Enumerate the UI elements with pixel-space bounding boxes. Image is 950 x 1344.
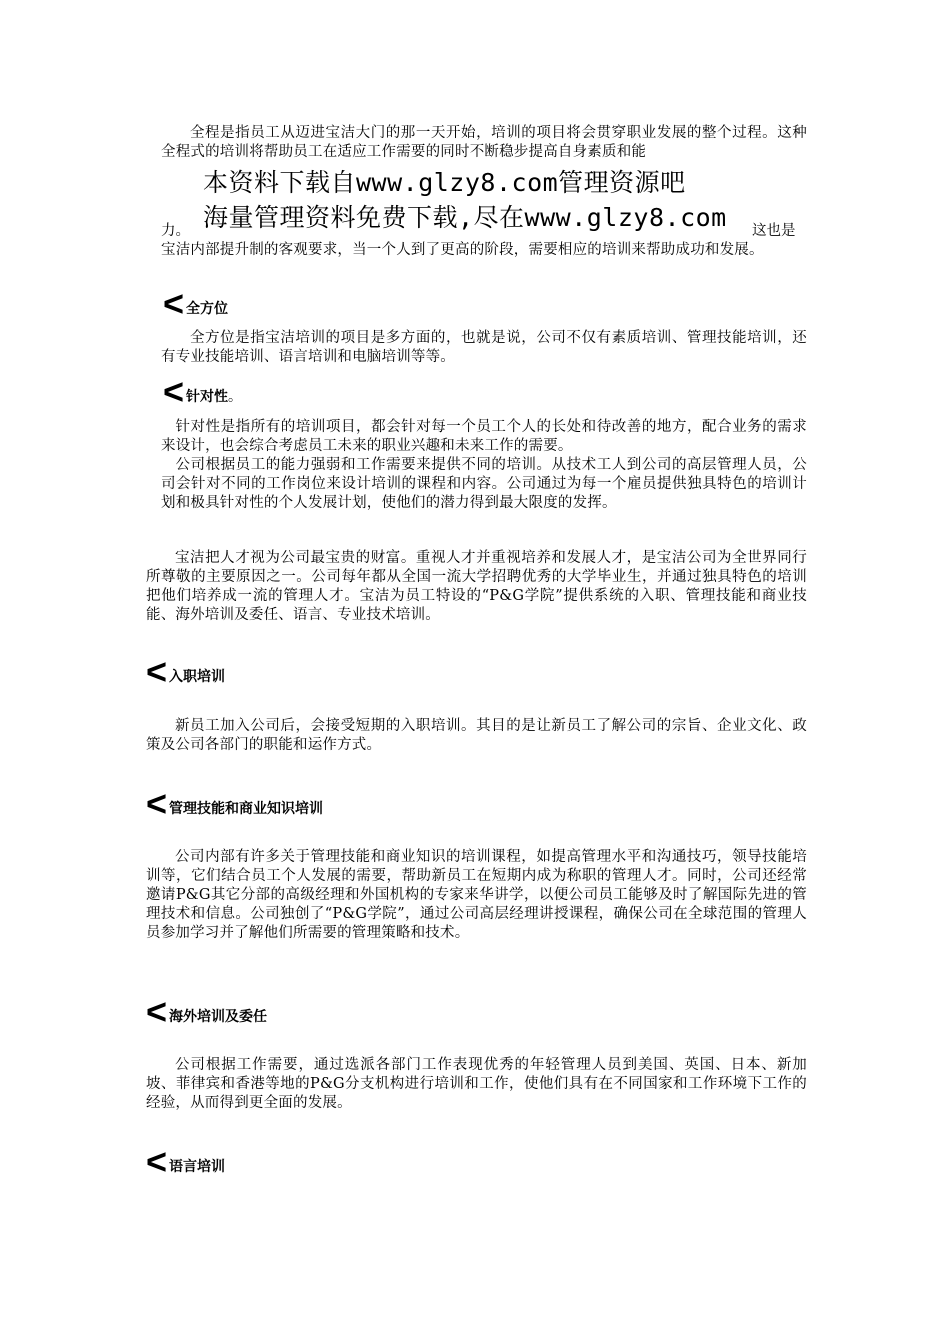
watermark-line-2: 海量管理资料免费下载,尽在www.glzy8.com bbox=[203, 203, 727, 232]
bullet-mark: < bbox=[163, 371, 185, 412]
section-title: 全方位 bbox=[186, 301, 229, 317]
section-title: 针对性 bbox=[186, 389, 229, 405]
intro-fragment-li: 力。 bbox=[161, 223, 190, 239]
section-heading-management bbox=[146, 783, 324, 824]
bullet-mark: < bbox=[146, 1141, 168, 1182]
bullet-mark: < bbox=[146, 783, 168, 824]
section-title: 海外培训及委任 bbox=[169, 1009, 268, 1025]
targeted-paragraph-2: 公司根据员工的能力强弱和工作需要来提供不同的培训。从技术工人到公司的高层管理人员，公司会针对不同的工作岗位来设计培训的课程和内容。公司通过为每一个雇员提供独具特色的培训计划和极具针对性的个人发展计划，使他们的潜力得到最大限度的发挥。 bbox=[161, 457, 807, 511]
intro-fragment-this-is: 这也是 bbox=[752, 223, 796, 239]
intro-paragraph: 全程是指员工从迈进宝洁大门的那一天开始，培训的项目将会贯穿职业发展的整个过程。这种全程式的培训将帮助员工在适应工作需要的同时不断稳步提高自身素质和能 bbox=[161, 125, 807, 160]
section-heading-overseas bbox=[146, 991, 268, 1032]
bullet-mark: < bbox=[146, 651, 168, 692]
section-heading-language bbox=[146, 1141, 226, 1182]
targeted-paragraph-1: 针对性是指所有的培训项目，都会针对每一个员工个人的长处和待改善的地方，配合业务的需求来设计，也会综合考虑员工未来的职业兴趣和未来工作的需要。 bbox=[161, 419, 807, 454]
section-heading-all-round bbox=[163, 283, 229, 324]
bullet-mark: < bbox=[146, 991, 168, 1032]
section-heading-onboarding bbox=[146, 651, 226, 692]
management-paragraph: 公司内部有许多关于管理技能和商业知识的培训课程，如提高管理水平和沟通技巧，领导技能培训等，它们结合员工个人发展的需要，帮助新员工在短期内成为称职的管理人才。同时，公司还经常邀请P&G其它分部的高级经理和外国机构的专家来华讲学，以便公司员工能够及时了解国际先进的管理技术和信息。公司独创了“P&G学院”，通过公司高层经理讲授课程，确保公司在全球范围的管理人员参加学习并了解他们所需要的管理策略和技术。 bbox=[146, 849, 807, 941]
talent-paragraph: 宝洁把人才视为公司最宝贵的财富。重视人才并重视培养和发展人才，是宝洁公司为全世界同行所尊敬的主要原因之一。公司每年都从全国一流大学招聘优秀的大学毕业生，并通过独具特色的培训把他们培养成一流的管理人才。宝洁为员工特设的“P&G学院”提供系统的入职、管理技能和商业技能、海外培训及委任、语言、专业技术培训。 bbox=[146, 550, 807, 623]
watermark-line-1: 本资料下载自www.glzy8.com管理资源吧 bbox=[203, 168, 686, 197]
all-round-paragraph: 全方位是指宝洁培训的项目是多方面的，也就是说，公司不仅有素质培训、管理技能培训，还有专业技能培训、语言培训和电脑培训等等。 bbox=[161, 330, 807, 365]
section-title-suffix: 。 bbox=[228, 389, 243, 405]
section-title: 入职培训 bbox=[169, 669, 226, 685]
section-title: 语言培训 bbox=[169, 1159, 226, 1175]
onboarding-paragraph: 新员工加入公司后，会接受短期的入职培训。其目的是让新员工了解公司的宗旨、企业文化、政策及公司各部门的职能和运作方式。 bbox=[146, 718, 807, 753]
section-heading-targeted bbox=[163, 371, 243, 412]
section-title: 管理技能和商业知识培训 bbox=[169, 801, 324, 817]
intro-paragraph-continued: 宝洁内部提升制的客观要求，当一个人到了更高的阶段，需要相应的培训来帮助成功和发展。 bbox=[161, 242, 764, 258]
bullet-mark: < bbox=[163, 283, 185, 324]
overseas-paragraph: 公司根据工作需要，通过选派各部门工作表现优秀的年轻管理人员到美国、英国、日本、新加坡、菲律宾和香港等地的P&G分支机构进行培训和工作，使他们具有在不同国家和工作环境下工作的经验，从而得到更全面的发展。 bbox=[146, 1057, 807, 1111]
